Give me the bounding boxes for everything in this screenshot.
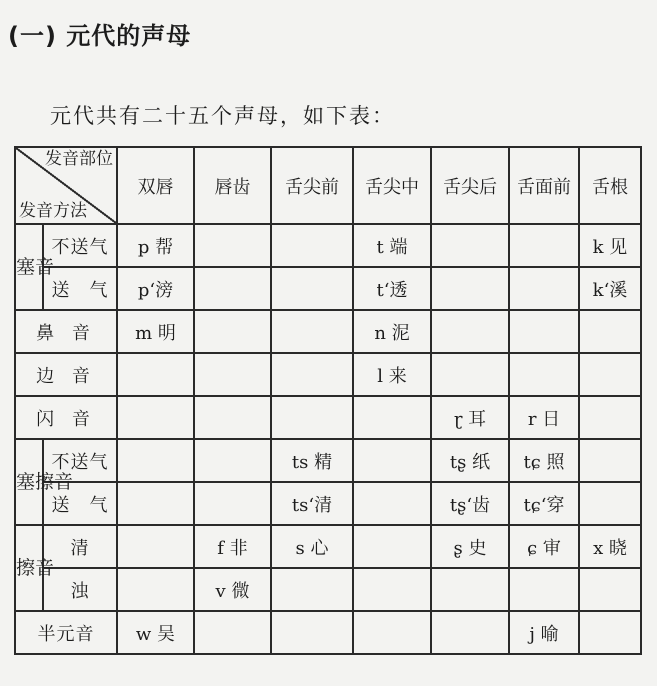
initial-cell: j 喻 [509,611,579,654]
initial-cell [117,439,194,482]
initial-cell [509,267,579,310]
table-row [15,611,641,654]
initial-cell [579,482,641,525]
initial-cell [509,224,579,267]
initial-cell: tʂ 纸 [431,439,509,482]
table-row [15,310,641,353]
column-header: 舌尖中 [353,147,431,224]
initial-cell: v 微 [194,568,271,611]
initial-cell [194,482,271,525]
row-label: 鼻 音 [15,310,117,353]
row-label: 送 气 [43,482,117,525]
initial-cell [271,396,353,439]
initial-cell [431,611,509,654]
initial-cell [431,568,509,611]
table-row [15,439,641,482]
table-row [15,267,641,310]
row-label: 不送气 [43,439,117,482]
initial-cell [194,439,271,482]
initial-cell [579,310,641,353]
initial-cell [271,310,353,353]
initial-cell: ɕ 审 [509,525,579,568]
initial-cell: s 心 [271,525,353,568]
initial-cell: ts 精 [271,439,353,482]
intro-sentence: 元代共有二十五个声母，如下表： [50,104,395,128]
header-row [15,147,641,224]
initial-cell: w 吴 [117,611,194,654]
initial-cell [194,224,271,267]
initial-cell [353,525,431,568]
initial-cell [579,353,641,396]
initial-cell [353,568,431,611]
column-header: 舌尖前 [271,147,353,224]
initial-cell [117,482,194,525]
row-label: 边 音 [15,353,117,396]
initial-cell [194,353,271,396]
articulation-manner-label: 发音方法 [19,201,87,221]
table-row [15,482,641,525]
initial-cell [431,267,509,310]
initials-table [14,146,642,655]
initial-cell [509,353,579,396]
initial-cell: t 端 [353,224,431,267]
initial-cell [194,611,271,654]
row-label: 送 气 [43,267,117,310]
initial-cell [353,439,431,482]
initial-cell [271,568,353,611]
section-heading: (一) 元代的声母 [8,22,192,50]
initial-cell: p 帮 [117,224,194,267]
initial-cell: ʂ 史 [431,525,509,568]
articulation-place-label: 发音部位 [45,149,113,169]
row-group-label: 擦音 [15,525,43,611]
initial-cell [509,568,579,611]
initial-cell [194,267,271,310]
initial-cell [579,568,641,611]
corner-header-cell [15,147,117,224]
initial-cell [194,310,271,353]
row-group-label: 塞音 [15,224,43,310]
initial-cell [353,396,431,439]
initial-cell: ts‘清 [271,482,353,525]
row-label: 闪 音 [15,396,117,439]
initial-cell [431,310,509,353]
initial-cell: l 来 [353,353,431,396]
initial-cell: r 日 [509,396,579,439]
initial-cell: n 泥 [353,310,431,353]
table-row [15,568,641,611]
column-header: 双唇 [117,147,194,224]
initial-cell: x 晓 [579,525,641,568]
initial-cell [353,611,431,654]
initial-cell [117,525,194,568]
initial-cell: ɽ 耳 [431,396,509,439]
initial-cell [271,611,353,654]
initial-cell [271,224,353,267]
initial-cell: t‘透 [353,267,431,310]
row-label: 半元音 [15,611,117,654]
table-row [15,224,641,267]
initial-cell: tɕ‘穿 [509,482,579,525]
table-row [15,396,641,439]
row-label: 不送气 [43,224,117,267]
column-header: 唇齿 [194,147,271,224]
initial-cell [117,396,194,439]
initial-cell: p‘滂 [117,267,194,310]
initial-cell [117,353,194,396]
initial-cell: tɕ 照 [509,439,579,482]
initial-cell [579,611,641,654]
initial-cell [579,439,641,482]
table-row [15,525,641,568]
row-group-label: 塞擦音 [15,439,43,525]
initial-cell [194,396,271,439]
initial-cell: m 明 [117,310,194,353]
initial-cell [271,353,353,396]
initial-cell: k‘溪 [579,267,641,310]
initial-cell [579,396,641,439]
initial-cell: k 见 [579,224,641,267]
initial-cell: tʂ‘齿 [431,482,509,525]
row-label: 浊 [43,568,117,611]
column-header: 舌尖后 [431,147,509,224]
column-header: 舌面前 [509,147,579,224]
initial-cell [353,482,431,525]
table-row [15,353,641,396]
initial-cell [431,353,509,396]
initial-cell [271,267,353,310]
initial-cell [117,568,194,611]
initial-cell [509,310,579,353]
column-header: 舌根 [579,147,641,224]
initial-cell [431,224,509,267]
initial-cell: f 非 [194,525,271,568]
row-label: 清 [43,525,117,568]
